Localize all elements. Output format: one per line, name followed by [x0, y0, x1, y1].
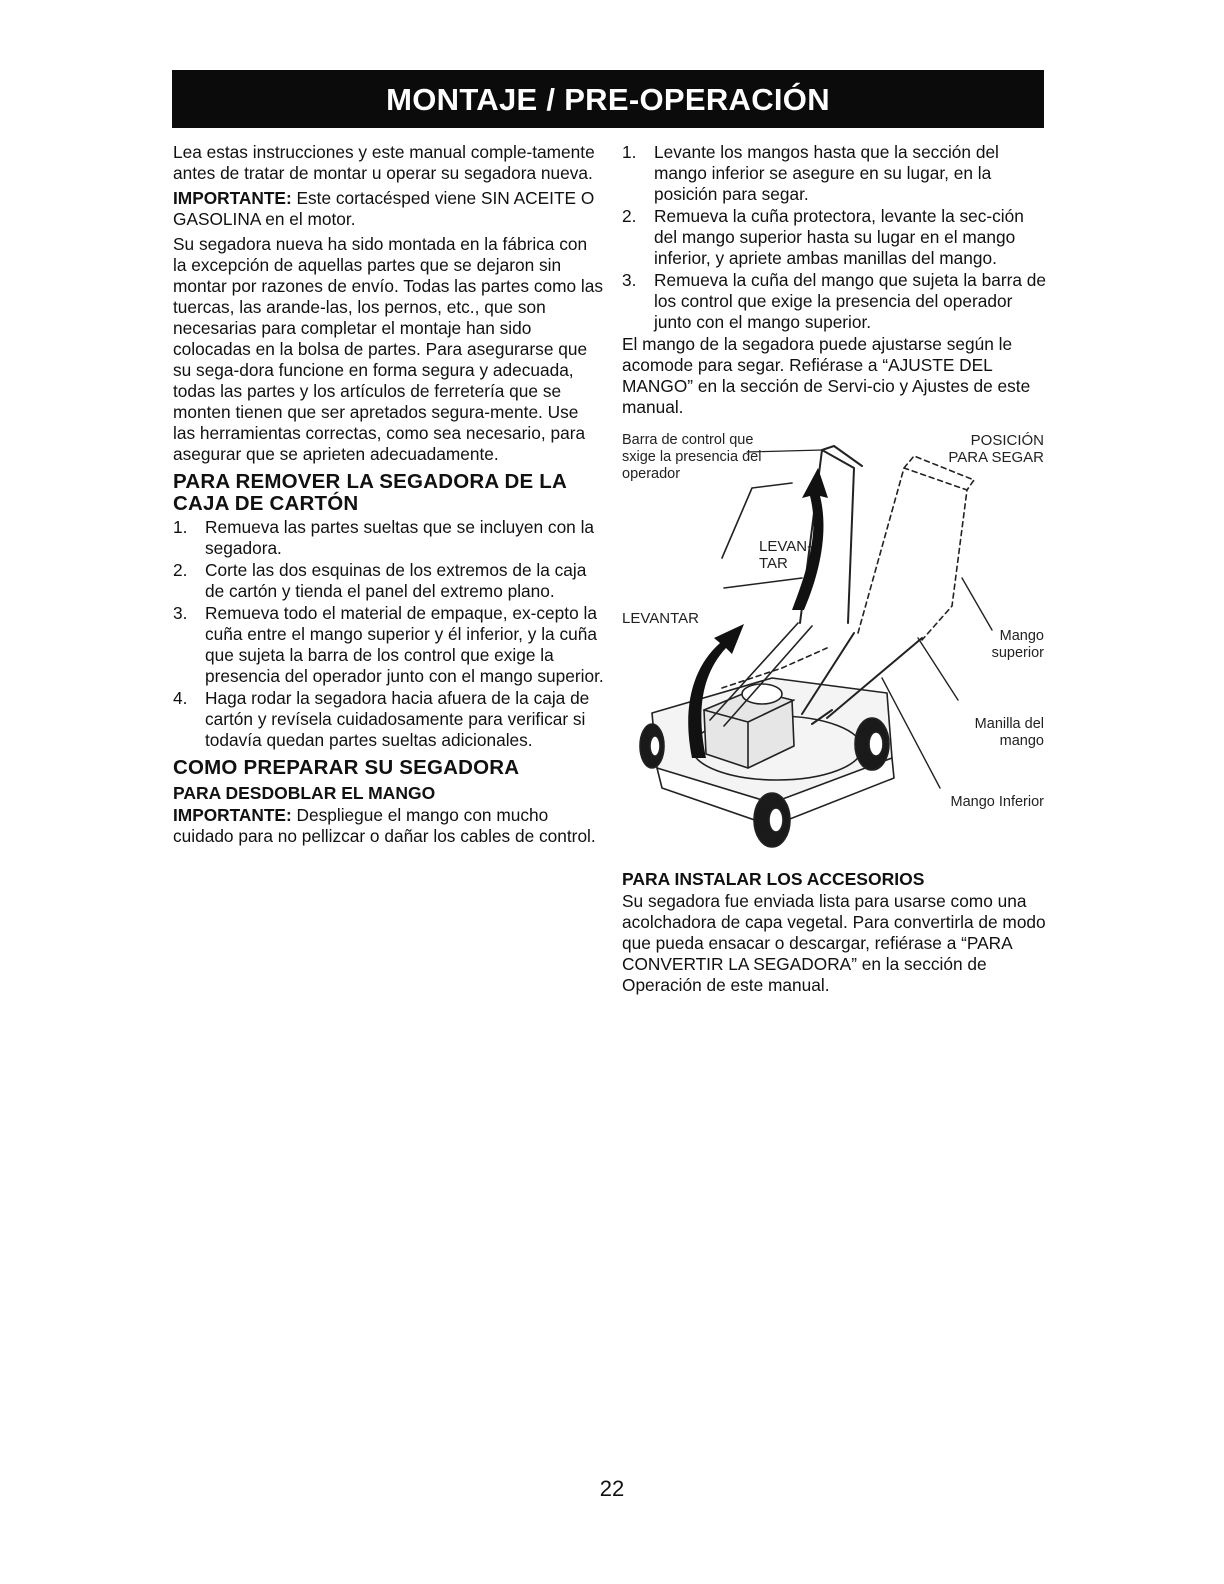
step-text: Levante los mangos hasta que la sección del mango inferior se asegure en su lugar, en la posición para segar.: [654, 142, 999, 204]
label-lower-handle: Mango Inferior: [950, 794, 1044, 810]
step-text: Haga rodar la segadora hacia afuera de la caja de cartón y revísela cuidadosamente para verificar si todavía quedan partes sueltas adicionales.: [205, 688, 590, 750]
assembly-paragraph: Su segadora nueva ha sido montada en la fábrica con la excepción de aquellas partes que se dejaron sin montar por razones de envío. Todas las partes como las tuercas, las arande-las, los pernos, etc., que son necesarias para completar el montaje han sido colocadas en la bolsa de partes. Para asegurarse que su sega-dora funcione en forma segura y adecuada, todas las partes y los artículos de ferretería que se monten tienen que ser apretados segura-mente. Use las herramientas correctas, como sea necesario, para asegurar que se aprieten adecuadamente.: [173, 234, 604, 464]
label-mowing-position: POSICIÓN PARA SEGAR: [948, 432, 1044, 466]
list-item: [622, 142, 1046, 205]
step-text: Remueva la cuña protectora, levante la sec-ción del mango superior hasta su lugar en el mango inferior, y apriete ambas manillas del mango.: [654, 206, 1024, 268]
label-handle-knob: Manilla del mango: [974, 716, 1044, 749]
label-control-bar: Barra de control que sxige la presencia del operador: [622, 432, 762, 482]
wheel-front-left: [640, 724, 664, 768]
step-text: Remueva la cuña del mango que sujeta la barra de los control que exige la presencia del operador junto con el mango superior.: [654, 270, 1046, 332]
list-item: [173, 517, 605, 559]
section-heading-remove: PARA REMOVER LA SEGADORA DE LA CAJA DE CARTÓN: [173, 470, 567, 515]
important-note-unfold: [173, 805, 605, 847]
mower-illustration: [622, 428, 1046, 868]
handle-steps-list: [622, 142, 1046, 333]
important-note: [173, 188, 605, 230]
important-label: IMPORTANTE:: [173, 188, 292, 208]
step-number: 1.: [173, 517, 188, 537]
list-item: [173, 560, 605, 602]
page-number: 22: [599, 1476, 625, 1501]
intro-paragraph: Lea estas instrucciones y este manual comple-tamente antes de tratar de montar u operar su segadora nueva.: [173, 142, 595, 183]
step-number: 2.: [173, 560, 188, 580]
step-text: Corte las dos esquinas de los extremos de la caja de cartón y tienda el panel del extremo plano.: [205, 560, 587, 601]
label-lift-lower: LEVANTAR: [622, 610, 699, 627]
important-text: Despliegue el mango con mucho cuidado para no pellizcar o dañar los cables de control.: [173, 805, 596, 846]
step-text: Remueva las partes sueltas que se incluyen con la segadora.: [205, 517, 595, 558]
label-lift-upper: LEVAN-TAR: [759, 538, 813, 572]
page-title: MONTAJE / PRE-OPERACIÓN: [172, 70, 1044, 128]
wheel-rear-right: [855, 718, 889, 770]
important-text: Este cortacésped viene SIN ACEITE O GASOLINA en el motor.: [173, 188, 595, 229]
step-number: 2.: [622, 206, 637, 226]
list-item: [173, 688, 605, 751]
install-accessories-section: [622, 869, 1046, 1000]
step-number: 1.: [622, 142, 637, 162]
left-column: [173, 142, 605, 851]
upper-handle-mowing-position: [858, 456, 974, 640]
install-paragraph: Su segadora fue enviada lista para usarse como una acolchadora de capa vegetal. Para convertirla de modo que pueda ensacar o descargar, refiérase a “PARA CONVERTIR LA SEGADORA” en la sección de Operación de este manual.: [622, 891, 1046, 995]
step-text: Remueva todo el material de empaque, ex-cepto la cuña entre el mango superior y él inferior, y la cuña que sujeta la barra de los control que exige la presencia del operador junto con el mango superior.: [205, 603, 604, 686]
wheel-front-right: [754, 793, 790, 847]
list-item: [173, 603, 605, 687]
list-item: [622, 206, 1046, 269]
step-number: 3.: [173, 603, 188, 623]
important-label: IMPORTANTE:: [173, 805, 292, 825]
label-upper-handle: Mango superior: [991, 628, 1044, 661]
list-item: [622, 270, 1046, 333]
step-number: 3.: [622, 270, 637, 290]
section-heading-prepare: COMO PREPARAR SU SEGADORA: [173, 756, 520, 779]
remove-steps-list: [173, 517, 605, 751]
step-number: 4.: [173, 688, 188, 708]
subheading-unfold-handle: PARA DESDOBLAR EL MANGO: [173, 783, 436, 803]
install-heading: PARA INSTALAR LOS ACCESORIOS: [622, 869, 925, 889]
handle-adjust-paragraph: El mango de la segadora puede ajustarse según le acomode para segar. Refiérase a “AJUSTE DEL MANGO” en la sección de Servi-cio y Ajustes de este manual.: [622, 334, 1031, 417]
right-column: [622, 142, 1046, 422]
